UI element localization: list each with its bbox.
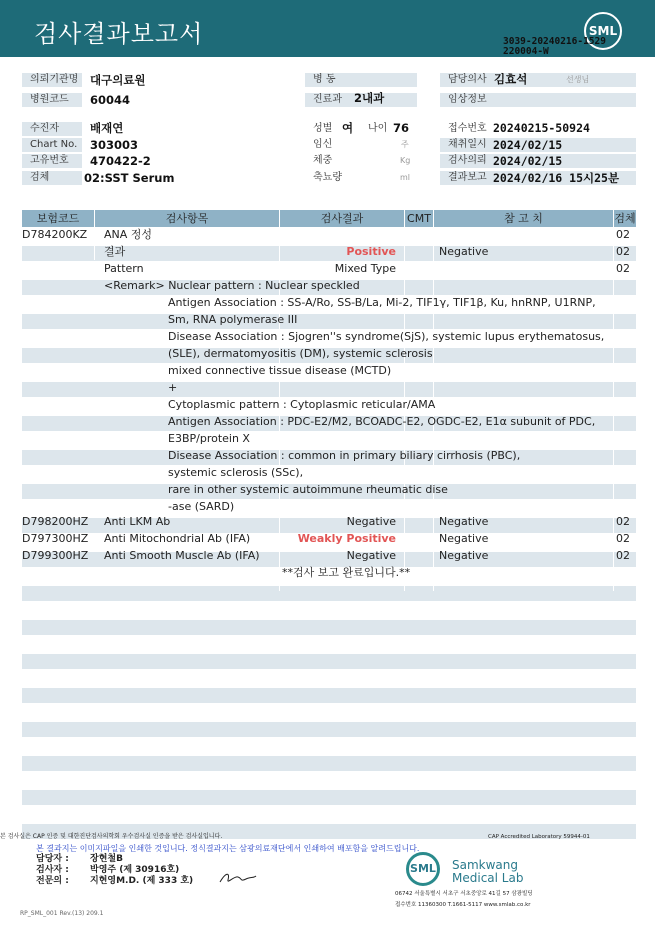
remark-heading: <Remark> Nuclear pattern : Nuclear speckled bbox=[104, 279, 360, 292]
label-clinical-info: 임상정보 bbox=[440, 93, 636, 107]
label-manager: 담당자 : bbox=[36, 854, 69, 864]
label-specialist: 전문의 : bbox=[36, 876, 69, 886]
collection-value: 2024/02/15 bbox=[493, 138, 563, 152]
remark-line: mixed connective tissue disease (MCTD) bbox=[168, 364, 392, 377]
col-header-result: 검사결과 bbox=[280, 210, 404, 227]
pregnancy-unit: 주 bbox=[401, 140, 409, 149]
brand-name-2: Medical Lab bbox=[452, 871, 524, 885]
row-result: Negative bbox=[346, 549, 396, 562]
row-code: D799300HZ bbox=[22, 549, 89, 562]
label-age: 나이 bbox=[368, 123, 388, 134]
label-urine: 축뇨량 bbox=[313, 172, 342, 183]
dept-value: 2내과 bbox=[354, 91, 385, 105]
label-request: 검사의뢰 bbox=[440, 154, 636, 168]
label-dept: 진료과 bbox=[305, 93, 417, 107]
label-hospital-code: 병원코드 bbox=[22, 93, 82, 107]
remark-line: Sm, RNA polymerase III bbox=[168, 313, 298, 326]
label-specimen: 검체 bbox=[22, 171, 82, 185]
remark-line: Disease Association : common in primary biliary cirrhosis (PBC), bbox=[168, 449, 521, 462]
remark-line: Antigen Association : PDC-E2/M2, BCOADC-E2, OGDC-E2, E1α subunit of PDC, bbox=[168, 415, 596, 428]
remark-line: Cytoplasmic pattern : Cytoplasmic reticular/AMA bbox=[168, 398, 436, 411]
row-item: Anti LKM Ab bbox=[104, 515, 171, 528]
row-code: D798200HZ bbox=[22, 515, 89, 528]
row-specimen: 02 bbox=[616, 262, 630, 275]
label-doctor: 담당의사 bbox=[440, 73, 636, 87]
row-reference: Negative bbox=[439, 245, 489, 258]
label-institution: 의뢰기관명 bbox=[22, 73, 82, 87]
row-item: ANA 정성 bbox=[104, 228, 153, 241]
remark-line: Disease Association : Sjogren''s syndrome(SjS), systemic lupus erythematosus, bbox=[168, 330, 605, 343]
row-specimen: 02 bbox=[616, 532, 630, 545]
column-divider bbox=[613, 210, 614, 591]
row-result: Mixed Type bbox=[334, 262, 396, 275]
remark-line: -ase (SARD) bbox=[168, 500, 235, 513]
receipt-no-value: 20240215-50924 bbox=[493, 121, 590, 135]
remark-line: systemic sclerosis (SSc), bbox=[168, 466, 304, 479]
row-specimen: 02 bbox=[616, 245, 630, 258]
remark-line: Antigen Association : SS-A/Ro, SS-B/La, Mi-2, TIF1γ, TIF1β, Ku, hnRNP, U1RNP, bbox=[168, 296, 596, 309]
row-item: Anti Mitochondrial Ab (IFA) bbox=[104, 532, 251, 545]
form-number: RP_SML_001 Rev.(13) 209.1 bbox=[20, 910, 104, 917]
label-sex: 성별 bbox=[313, 123, 333, 134]
row-result: Weakly Positive bbox=[297, 532, 396, 545]
report-date-value: 2024/02/16 15시25분 bbox=[493, 171, 620, 185]
brand-name-1: Samkwang bbox=[452, 858, 518, 872]
remark-line: E3BP/protein X bbox=[168, 432, 250, 445]
patient-value: 배재연 bbox=[90, 121, 124, 135]
label-patient: 수진자 bbox=[22, 122, 82, 136]
request-value: 2024/02/15 bbox=[493, 154, 563, 168]
signature-icon bbox=[218, 868, 258, 886]
row-item: Anti Smooth Muscle Ab (IFA) bbox=[104, 549, 260, 562]
label-chart: Chart No. bbox=[22, 138, 82, 152]
report-number-2: 220004-W bbox=[503, 46, 549, 57]
row-reference: Negative bbox=[439, 532, 489, 545]
label-tester: 검사자 : bbox=[36, 865, 69, 875]
footer-note: 본 검사실은 CAP 인증 및 대한진단검사의학회 우수검사실 인증을 받은 검사실입니다. bbox=[0, 833, 223, 840]
page-title: 검사결과보고서 bbox=[34, 20, 204, 48]
urine-unit: ml bbox=[400, 173, 411, 182]
institution-value: 대구의료원 bbox=[90, 73, 146, 87]
logo-text: SML bbox=[588, 24, 618, 38]
row-result: Negative bbox=[346, 515, 396, 528]
row-item: Pattern bbox=[104, 262, 144, 275]
image-print-notice: 본 결과지는 이미지파일을 인쇄한 것입니다. 정식결과지는 삼광의료재단에서 인쇄하여 배포함을 알려드립니다. bbox=[36, 844, 420, 853]
label-pregnancy: 임신 bbox=[313, 139, 333, 150]
label-unique-no: 고유번호 bbox=[22, 154, 82, 168]
col-header-specimen: 검체 bbox=[614, 212, 636, 225]
specimen-value: 02:SST Serum bbox=[84, 171, 175, 185]
row-specimen: 02 bbox=[616, 228, 630, 241]
col-header-reference: 참 고 치 bbox=[434, 210, 613, 227]
label-report-date: 결과보고 bbox=[440, 171, 636, 185]
brand-logo-text: SML bbox=[410, 862, 436, 875]
col-header-cmt: CMT bbox=[405, 210, 433, 227]
remark-line: + bbox=[168, 381, 178, 394]
manager-value: 장현철B bbox=[90, 854, 123, 864]
age-value: 76 bbox=[393, 121, 410, 135]
report-number-1: 3039-20240216-1529 bbox=[503, 36, 606, 47]
col-header-code: 보험코드 bbox=[22, 210, 94, 227]
row-code: D784200KZ bbox=[22, 228, 88, 241]
sml-brand-logo-icon bbox=[406, 852, 440, 886]
row-specimen: 02 bbox=[616, 549, 630, 562]
remark-line: rare in other systemic autoimmune rheumatic dise bbox=[168, 483, 448, 496]
label-receipt-no: 접수번호 bbox=[448, 123, 487, 134]
report-complete-text: **검사 보고 완료입니다.** bbox=[282, 566, 411, 579]
row-item: 결과 bbox=[104, 245, 126, 258]
weight-unit: Kg bbox=[400, 156, 411, 165]
chart-value: 303003 bbox=[90, 138, 139, 152]
col-header-item: 검사항목 bbox=[95, 210, 279, 227]
column-divider bbox=[94, 210, 95, 260]
label-weight: 체중 bbox=[313, 155, 333, 166]
doctor-value: 김효석 bbox=[494, 72, 528, 86]
row-reference: Negative bbox=[439, 515, 489, 528]
row-specimen: 02 bbox=[616, 515, 630, 528]
address-line-2: 접수번호 11360300 T.1661-5117 www.smlab.co.kr bbox=[395, 902, 531, 908]
sex-value: 여 bbox=[342, 121, 354, 135]
row-reference: Negative bbox=[439, 549, 489, 562]
hospital-code-value: 60044 bbox=[90, 93, 131, 107]
label-ward: 병 동 bbox=[305, 73, 417, 87]
row-code: D797300HZ bbox=[22, 532, 89, 545]
label-collection: 채취일시 bbox=[440, 138, 636, 152]
cap-accreditation: CAP Accredited Laboratory 59944-01 bbox=[488, 834, 590, 840]
unique-no-value: 470422-2 bbox=[90, 154, 151, 168]
report-number bbox=[503, 37, 606, 57]
tester-value: 박영주 (제 30916호) bbox=[90, 865, 180, 875]
address-line-1: 06742 서울특별시 서초구 서초중앙로 41길 57 삼광빌딩 bbox=[395, 891, 533, 897]
doctor-suffix: 선생님 bbox=[566, 75, 590, 84]
remark-line: (SLE), dermatomyositis (DM), systemic sclerosis bbox=[168, 347, 433, 360]
row-result: Positive bbox=[346, 245, 396, 258]
specialist-value: 지현영M.D. (제 333 호) bbox=[90, 876, 194, 886]
